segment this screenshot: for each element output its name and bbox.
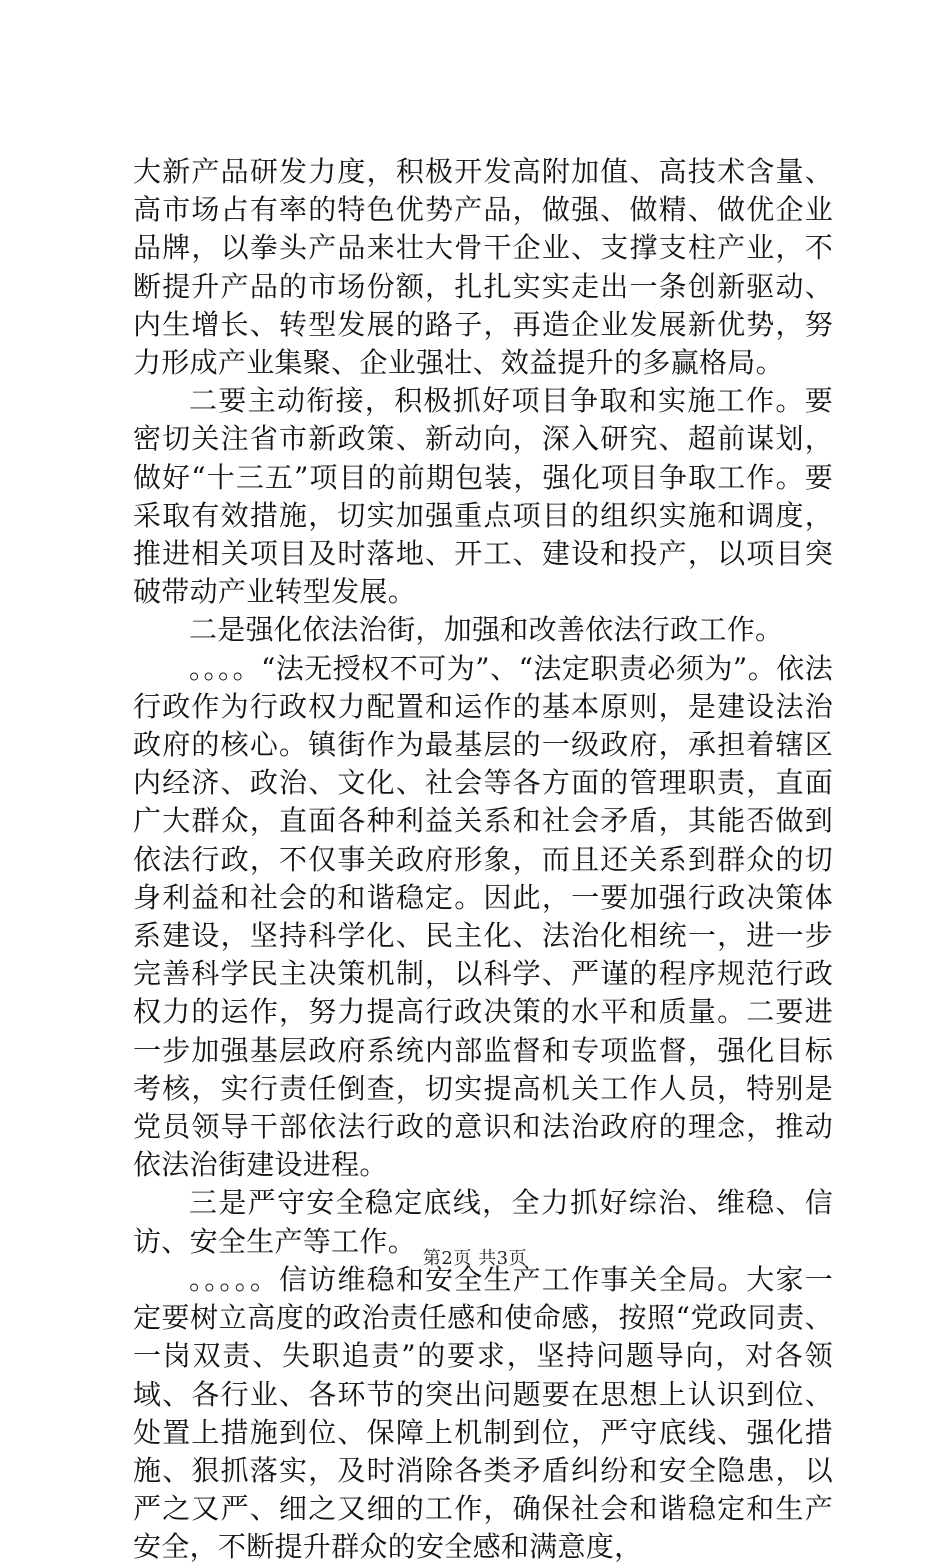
heading-safety-stability: 三是严守安全稳定底线，全力抓好综治、维稳、信访、安全生产等工作。 (133, 1186, 833, 1258)
paragraph-project-connection: 二要主动衔接，积极抓好项目争取和实施工作。要密切关注省市新政策、新动向，深入研究、超前谋划，做好“十三五”项目的前期包装，强化项目争取工作。要采取有效措施，切实加强重点项目的组织实施和调度，推进相关项目及时落地、开工、建设和投产，以项目突破带动产业转型发展。 (133, 384, 833, 609)
paragraph-rule-of-law: 。。。。“法无授权不可为”、“法定职责必须为”。依法行政作为行政权力配置和运作的基本原则，是建设法治政府的核心。镇街作为最基层的一级政府，承担着辖区内经济、政治、文化、社会等各方面的管理职责，直面广大群众，直面各种利益关系和社会矛盾，其能否做到依法行政，不仅事关政府形象，而且还关系到群众的切身利益和社会的和谐稳定。因此，一要加强行政决策体系建设，坚持科学化、民主化、法治化相统一，进一步完善科学民主决策机制，以科学、严谨的程序规范行政权力的运作，努力提高行政决策的水平和质量。二要进一步加强基层政府系统内部监督和专项监督，强化目标考核，实行责任倒查，切实提高机关工作人员，特别是党员领导干部依法行政的意识和法治政府的理念，推动依法治街建设进程。 (133, 651, 833, 1182)
paragraph-safety-stability: 。。。。。信访维稳和安全生产工作事关全局。大家一定要树立高度的政治责任感和使命感，按照“党政同责、一岗双责、失职追责”的要求，坚持问题导向，对各领域、各行业、各环节的突出问题要在思想上认识到位、处置上措施到位、保障上机制到位，严守底线、强化措施、狠抓落实，及时消除各类矛盾纠纷和安全隐患，以严之又严、细之又细的工作，确保社会和谐稳定和生产安全，不断提升群众的安全感和满意度， (133, 1262, 833, 1564)
paragraph-product-development: 大新产品研发力度，积极开发高附加值、高技术含量、高市场占有率的特色优势产品，做强、做精、做优企业品牌，以拳头产品来壮大骨干企业、支撑支柱产业，不断提升产品的市场份额，扎扎实实走出一条创新驱动、内生增长、转型发展的路子，再造企业发展新优势，努力形成产业集聚、企业强壮、效益提升的多赢格局。 (133, 155, 833, 380)
page-number-footer: 第2页 共3页 (422, 1248, 528, 1269)
heading-rule-of-law: 二是强化依法治街，加强和改善依法行政工作。 (189, 613, 784, 647)
document-body (133, 153, 833, 1567)
